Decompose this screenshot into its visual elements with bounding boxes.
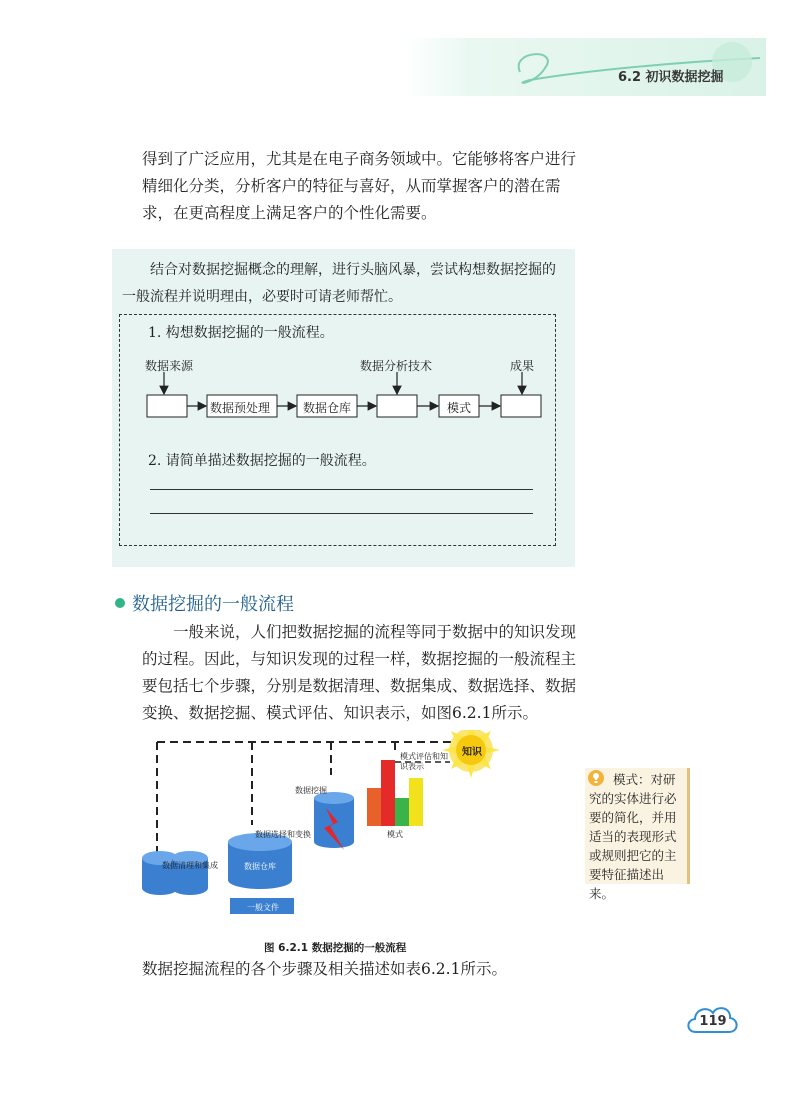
figure-label-clean: 数据清理和集成 [162,861,218,870]
figure-label-knowledge: 知识 [462,747,482,758]
paragraph: 数据挖掘流程的各个步骤及相关描述如表6.2.1所示。 [142,960,507,978]
page-number: 119 [699,1014,727,1029]
question-1: 1. 构想数据挖掘的一般流程。 [148,325,334,341]
paragraph: 一般来说，人们把数据挖掘的流程等同于数据中的知识发现的过程。因此，与知识发现的过程一样，数据挖掘的一般流程主要包括七个步骤，分别是数据清理、数据集成、数据选择、数据变换、数据挖掘、模式评估、知识表示，如图6.2.1所示。 [142,623,577,722]
figure-label-warehouse: 数据仓库 [244,862,276,871]
process-figure [130,730,520,920]
flow-label-preprocess: 数据预处理 [210,401,271,415]
figure-label-database: 数据库 [162,895,186,904]
figure-label-eval: 模式评估和知识表示 [400,752,448,771]
question-2: 2. 请简单描述数据挖掘的一般流程。 [148,453,376,469]
flow-box-empty-1 [147,395,187,417]
paragraph: 得到了广泛应用，尤其是在电子商务领域中。它能够将客户进行精细化分类，分析客户的特征与喜好，从而掌握客户的潜在需求，在更高程度上满足客户的个性化需要。 [142,150,577,222]
header-swoosh [500,30,770,100]
activity-intro: 结合对数据挖掘概念的理解，进行头脑风暴，尝试构想数据挖掘的一般流程并说明理由，必要时可请老师帮忙。 [122,262,556,305]
bullet-dot-icon [115,598,125,608]
figure-label-select: 数据选择和变换 [255,830,311,839]
flow-label-technique: 数据分析技术 [360,359,433,373]
flow-label-warehouse: 数据仓库 [303,401,352,415]
flow-label-pattern: 模式 [447,401,472,415]
database-icon [142,851,208,895]
data-mining-icon [314,792,354,850]
answer-line [150,489,533,490]
flow-label-source: 数据来源 [145,359,194,373]
figure-label-pattern: 模式 [387,830,403,839]
flow-box-empty-2 [377,395,417,417]
answer-line [150,513,533,514]
activity-dashed-frame [119,314,556,546]
figure-caption: 图 6.2.1 数据挖掘的一般流程 [264,942,407,954]
side-note-text: 模式：对研究的实体进行必要的简化，并用适当的表现形式或规则把它的主要特征描述出来。 [589,772,677,901]
figure-label-mining: 数据挖掘 [295,786,327,795]
figure-label-files: 一般文件 [247,903,279,912]
section-heading: 数据挖掘的一般流程 [132,594,294,615]
flow-box-empty-3 [501,395,541,417]
section-title: 6.2 初识数据挖掘 [618,70,724,85]
flow-label-result: 成果 [510,359,535,373]
